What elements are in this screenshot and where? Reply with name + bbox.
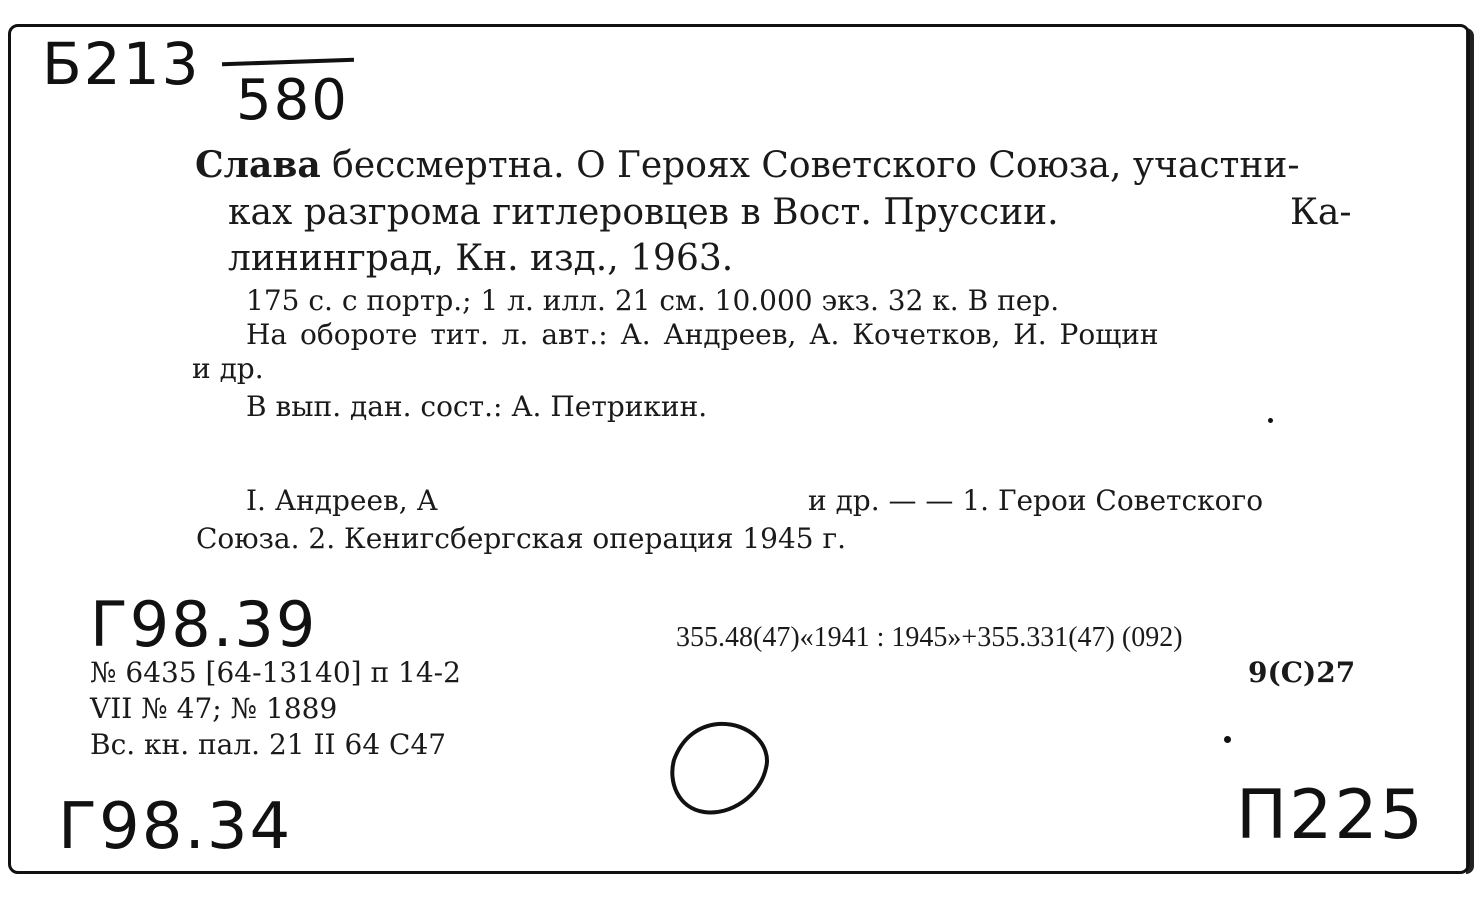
bbk-classification: 9(С)27 <box>1248 656 1356 689</box>
authors-note: На обороте тит. л. авт.: А. Андреев, А. Кочетков, И. Рощин <box>246 318 1159 351</box>
handwritten-shelf-mark-2: Г98.34 <box>58 790 293 864</box>
book-chamber-line: Вс. кн. пал. 21 II 64 С47 <box>90 728 447 761</box>
title-line-1-rest: бессмертна. О Героях Советского Союза, участни- <box>332 145 1300 186</box>
subject-headings-1: и др. — — 1. Герои Советского <box>808 484 1264 517</box>
punch-hole <box>660 716 780 826</box>
handwritten-shelf-mark-1: Г98.39 <box>90 588 318 661</box>
handwritten-bottom-right-mark: П225 <box>1236 776 1425 855</box>
catalog-number-line: № 6435 [64-13140] п 14-2 <box>90 656 461 689</box>
subject-headings-2: Союза. 2. Кенигсбергская операция 1945 г. <box>196 522 847 555</box>
physical-description: 175 с. с портр.; 1 л. илл. 21 см. 10.000 экз. 32 к. В пер. <box>246 284 1060 317</box>
title-line-1 <box>195 144 1300 186</box>
title-line-2: ках разгрома гитлеровцев в Вост. Пруссии. <box>228 192 1059 233</box>
authors-note-cont: и др. <box>192 352 264 385</box>
handwritten-call-number: Б213 <box>42 30 201 98</box>
title-line-2-end: Ка- <box>1290 192 1352 233</box>
subject-added-entry: I. Андреев, А <box>246 484 438 517</box>
handwritten-fraction-number: 580 <box>236 68 349 133</box>
compiler-note: В вып. дан. сост.: А. Петрикин. <box>246 390 708 423</box>
speck <box>1268 418 1273 423</box>
title-bold-word: Слава <box>195 144 321 186</box>
udc-classification: 355.48(47)«1941 : 1945»+355.331(47) (092) <box>676 622 1183 653</box>
title-line-3: лининград, Кн. изд., 1963. <box>228 238 734 279</box>
catalog-registry-line: VII № 47; № 1889 <box>90 692 338 725</box>
speck <box>1224 736 1231 743</box>
